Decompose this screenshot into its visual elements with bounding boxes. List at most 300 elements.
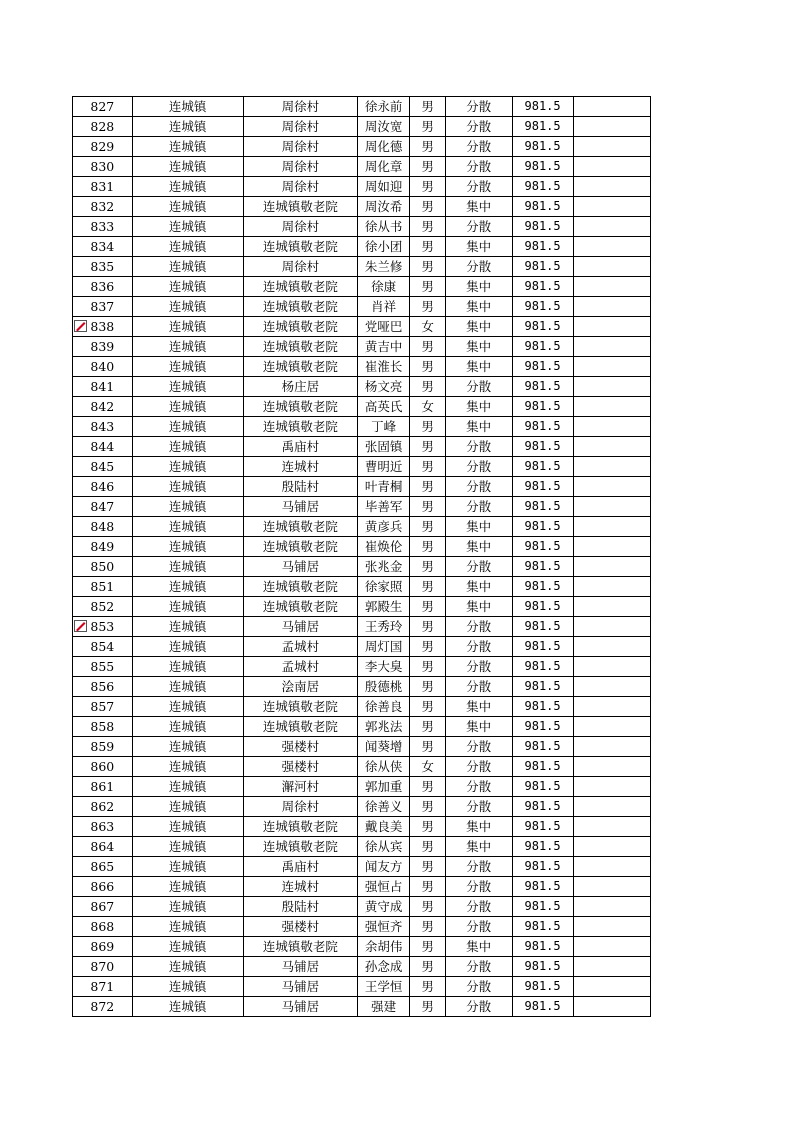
town-cell-text: 连城镇: [168, 559, 207, 574]
village-cell-text: 连城镇敬老院: [262, 819, 338, 834]
town-cell: [132, 837, 243, 857]
person-name-cell: [357, 457, 410, 477]
row-number-cell: [73, 937, 133, 957]
amount-cell-text: 981.5: [524, 959, 561, 973]
gender-cell-text: 男: [421, 599, 434, 614]
row-number-cell: [73, 597, 133, 617]
support-type-cell: [445, 617, 512, 637]
row-number-cell-text: 833: [90, 219, 115, 234]
amount-cell-text: 981.5: [524, 499, 561, 513]
town-cell: [132, 757, 243, 777]
village-cell-text: 连城镇敬老院: [262, 599, 338, 614]
amount-cell: [512, 237, 574, 257]
gender-cell-text: 男: [421, 659, 434, 674]
town-cell-text: 连城镇: [168, 679, 207, 694]
village-cell-text: 周徐村: [281, 99, 320, 114]
amount-cell-text: 981.5: [524, 659, 561, 673]
village-cell-text: 马铺居: [281, 619, 320, 634]
amount-cell: [512, 737, 574, 757]
person-name-cell-text: 徐善义: [364, 799, 403, 814]
row-number-cell-text: 846: [90, 479, 115, 494]
town-cell: [132, 577, 243, 597]
gender-cell-text: 男: [421, 959, 434, 974]
village-cell-text: 澥河村: [281, 779, 320, 794]
gender-cell: [410, 697, 445, 717]
gender-cell: [410, 477, 445, 497]
table-row: [73, 857, 651, 877]
remark-cell: [574, 177, 651, 197]
remark-cell: [574, 817, 651, 837]
person-name-cell-text: 徐永前: [364, 99, 403, 114]
town-cell: [132, 677, 243, 697]
table-row: [73, 537, 651, 557]
row-number-cell: [73, 357, 133, 377]
village-cell-text: 马铺居: [281, 559, 320, 574]
village-cell-text: 周徐村: [281, 179, 320, 194]
town-cell-text: 连城镇: [168, 539, 207, 554]
town-cell-text: 连城镇: [168, 139, 207, 154]
support-type-cell: [445, 737, 512, 757]
gender-cell: [410, 357, 445, 377]
remark-cell: [574, 977, 651, 997]
support-type-cell: [445, 137, 512, 157]
town-cell: [132, 977, 243, 997]
remark-cell: [574, 697, 651, 717]
gender-cell: [410, 837, 445, 857]
person-name-cell-text: 周汝希: [364, 199, 403, 214]
row-number-cell-text: 862: [90, 799, 115, 814]
comment-indicator-icon[interactable]: [74, 320, 87, 332]
remark-cell: [574, 377, 651, 397]
gender-cell-text: 男: [421, 199, 434, 214]
amount-cell: [512, 797, 574, 817]
gender-cell: [410, 597, 445, 617]
comment-indicator-icon[interactable]: [74, 620, 87, 632]
row-number-cell: [73, 97, 133, 117]
table-row: [73, 937, 651, 957]
village-cell-text: 连城镇敬老院: [262, 319, 338, 334]
remark-cell: [574, 397, 651, 417]
village-cell-text: 连城镇敬老院: [262, 359, 338, 374]
person-name-cell-text: 崔焕伦: [364, 539, 403, 554]
row-number-cell: [73, 237, 133, 257]
village-cell: [243, 397, 357, 417]
amount-cell: [512, 557, 574, 577]
support-type-cell: [445, 477, 512, 497]
support-type-cell: [445, 457, 512, 477]
support-type-cell: [445, 797, 512, 817]
row-number-cell-text: 850: [90, 559, 115, 574]
town-cell-text: 连城镇: [168, 179, 207, 194]
person-name-cell: [357, 817, 410, 837]
row-number-cell: [73, 857, 133, 877]
amount-cell-text: 981.5: [524, 399, 561, 413]
town-cell-text: 连城镇: [168, 339, 207, 354]
amount-cell-text: 981.5: [524, 919, 561, 933]
village-cell: [243, 137, 357, 157]
remark-cell: [574, 477, 651, 497]
gender-cell: [410, 337, 445, 357]
gender-cell-text: 男: [421, 219, 434, 234]
table-row: [73, 897, 651, 917]
remark-cell: [574, 517, 651, 537]
gender-cell-text: 男: [421, 419, 434, 434]
amount-cell: [512, 777, 574, 797]
amount-cell-text: 981.5: [524, 219, 561, 233]
support-type-cell: [445, 337, 512, 357]
town-cell-text: 连城镇: [168, 799, 207, 814]
support-type-cell: [445, 357, 512, 377]
person-name-cell-text: 曹明近: [364, 459, 403, 474]
gender-cell-text: 男: [421, 979, 434, 994]
person-name-cell: [357, 277, 410, 297]
amount-cell: [512, 277, 574, 297]
row-number-cell: [73, 577, 133, 597]
amount-cell-text: 981.5: [524, 359, 561, 373]
table-row: [73, 97, 651, 117]
remark-cell: [574, 657, 651, 677]
table-row: [73, 437, 651, 457]
amount-cell: [512, 357, 574, 377]
village-cell: [243, 577, 357, 597]
person-name-cell: [357, 237, 410, 257]
person-name-cell-text: 党哑巴: [364, 319, 403, 334]
amount-cell-text: 981.5: [524, 159, 561, 173]
gender-cell: [410, 417, 445, 437]
town-cell-text: 连城镇: [168, 699, 207, 714]
row-number-cell: [73, 377, 133, 397]
amount-cell-text: 981.5: [524, 299, 561, 313]
table-row: [73, 197, 651, 217]
gender-cell: [410, 957, 445, 977]
person-name-cell-text: 王学恒: [364, 979, 403, 994]
person-name-cell: [357, 577, 410, 597]
village-cell: [243, 257, 357, 277]
village-cell: [243, 317, 357, 337]
village-cell: [243, 557, 357, 577]
support-type-cell: [445, 517, 512, 537]
row-number-cell: [73, 677, 133, 697]
amount-cell-text: 981.5: [524, 879, 561, 893]
table-row: [73, 977, 651, 997]
gender-cell-text: 男: [421, 379, 434, 394]
village-cell: [243, 637, 357, 657]
support-type-cell: [445, 717, 512, 737]
remark-cell: [574, 337, 651, 357]
village-cell-text: 连城镇敬老院: [262, 699, 338, 714]
person-name-cell-text: 王秀玲: [364, 619, 403, 634]
person-name-cell: [357, 257, 410, 277]
row-number-cell-text: 857: [90, 699, 115, 714]
village-cell-text: 杨庄居: [281, 379, 320, 394]
amount-cell: [512, 637, 574, 657]
person-name-cell-text: 杨文亮: [364, 379, 403, 394]
person-name-cell-text: 徐康: [371, 279, 397, 294]
support-type-cell-text: 集中: [466, 279, 492, 294]
gender-cell-text: 男: [421, 679, 434, 694]
gender-cell-text: 男: [421, 159, 434, 174]
support-type-cell-text: 分散: [466, 859, 492, 874]
village-cell-text: 禹庙村: [281, 859, 320, 874]
amount-cell: [512, 677, 574, 697]
town-cell-text: 连城镇: [168, 639, 207, 654]
gender-cell: [410, 497, 445, 517]
row-number-cell: [73, 897, 133, 917]
support-type-cell: [445, 857, 512, 877]
remark-cell: [574, 637, 651, 657]
row-number-cell: [73, 837, 133, 857]
row-number-cell: [73, 177, 133, 197]
row-number-cell-text: 858: [90, 719, 115, 734]
amount-cell: [512, 317, 574, 337]
gender-cell: [410, 797, 445, 817]
amount-cell: [512, 537, 574, 557]
row-number-cell-text: 868: [90, 919, 115, 934]
village-cell: [243, 417, 357, 437]
support-type-cell: [445, 417, 512, 437]
gender-cell: [410, 137, 445, 157]
gender-cell-text: 男: [421, 839, 434, 854]
town-cell-text: 连城镇: [168, 459, 207, 474]
support-type-cell-text: 集中: [466, 599, 492, 614]
village-cell-text: 周徐村: [281, 799, 320, 814]
row-number-cell-text: 870: [90, 959, 115, 974]
town-cell-text: 连城镇: [168, 199, 207, 214]
support-type-cell: [445, 577, 512, 597]
table-row: [73, 957, 651, 977]
town-cell: [132, 737, 243, 757]
row-number-cell-text: 845: [90, 459, 115, 474]
support-type-cell: [445, 817, 512, 837]
support-type-cell-text: 集中: [466, 299, 492, 314]
row-number-cell-text: 852: [90, 599, 115, 614]
support-type-cell: [445, 677, 512, 697]
person-name-cell-text: 周汝宽: [364, 119, 403, 134]
remark-cell: [574, 97, 651, 117]
table-row: [73, 877, 651, 897]
town-cell: [132, 877, 243, 897]
person-name-cell: [357, 357, 410, 377]
row-number-cell: [73, 397, 133, 417]
row-number-cell: [73, 157, 133, 177]
amount-cell: [512, 337, 574, 357]
amount-cell: [512, 877, 574, 897]
village-cell-text: 连城镇敬老院: [262, 199, 338, 214]
village-cell-text: 连城镇敬老院: [262, 419, 338, 434]
support-type-cell: [445, 937, 512, 957]
town-cell-text: 连城镇: [168, 159, 207, 174]
town-cell-text: 连城镇: [168, 299, 207, 314]
town-cell: [132, 157, 243, 177]
person-name-cell-text: 徐善良: [364, 699, 403, 714]
support-type-cell: [445, 917, 512, 937]
person-name-cell-text: 余胡伟: [364, 939, 403, 954]
table-row: [73, 497, 651, 517]
amount-cell-text: 981.5: [524, 279, 561, 293]
town-cell: [132, 477, 243, 497]
amount-cell-text: 981.5: [524, 579, 561, 593]
town-cell: [132, 137, 243, 157]
amount-cell: [512, 817, 574, 837]
person-name-cell-text: 徐从侠: [364, 759, 403, 774]
town-cell-text: 连城镇: [168, 859, 207, 874]
amount-cell: [512, 657, 574, 677]
support-type-cell: [445, 757, 512, 777]
support-type-cell-text: 分散: [466, 659, 492, 674]
table-row: [73, 837, 651, 857]
table-row: [73, 997, 651, 1017]
person-name-cell: [357, 337, 410, 357]
support-type-cell-text: 分散: [466, 479, 492, 494]
table-body: [73, 97, 651, 1017]
person-name-cell: [357, 497, 410, 517]
person-name-cell: [357, 997, 410, 1017]
remark-cell: [574, 157, 651, 177]
support-type-cell-text: 集中: [466, 319, 492, 334]
row-number-cell-text: 844: [90, 439, 115, 454]
row-number-cell: [73, 757, 133, 777]
remark-cell: [574, 677, 651, 697]
town-cell: [132, 937, 243, 957]
amount-cell-text: 981.5: [524, 539, 561, 553]
amount-cell-text: 981.5: [524, 119, 561, 133]
person-name-cell-text: 戴良美: [364, 819, 403, 834]
row-number-cell-text: 847: [90, 499, 115, 514]
town-cell: [132, 437, 243, 457]
row-number-cell: [73, 817, 133, 837]
remark-cell: [574, 957, 651, 977]
gender-cell-text: 男: [421, 439, 434, 454]
amount-cell-text: 981.5: [524, 979, 561, 993]
gender-cell: [410, 157, 445, 177]
support-type-cell: [445, 837, 512, 857]
person-name-cell: [357, 837, 410, 857]
amount-cell: [512, 497, 574, 517]
town-cell-text: 连城镇: [168, 599, 207, 614]
remark-cell: [574, 937, 651, 957]
remark-cell: [574, 897, 651, 917]
amount-cell: [512, 697, 574, 717]
town-cell-text: 连城镇: [168, 899, 207, 914]
village-cell: [243, 537, 357, 557]
table-row: [73, 637, 651, 657]
village-cell-text: 马铺居: [281, 979, 320, 994]
amount-cell-text: 981.5: [524, 519, 561, 533]
person-name-cell-text: 崔淮长: [364, 359, 403, 374]
remark-cell: [574, 297, 651, 317]
row-number-cell-text: 869: [90, 939, 115, 954]
amount-cell: [512, 957, 574, 977]
person-name-cell-text: 周如迎: [364, 179, 403, 194]
person-name-cell: [357, 677, 410, 697]
town-cell: [132, 957, 243, 977]
gender-cell-text: 男: [421, 619, 434, 634]
gender-cell: [410, 297, 445, 317]
amount-cell-text: 981.5: [524, 239, 561, 253]
amount-cell-text: 981.5: [524, 699, 561, 713]
remark-cell: [574, 317, 651, 337]
row-number-cell-text: 837: [90, 299, 115, 314]
person-name-cell: [357, 137, 410, 157]
town-cell-text: 连城镇: [168, 819, 207, 834]
village-cell: [243, 677, 357, 697]
town-cell: [132, 457, 243, 477]
gender-cell-text: 女: [421, 759, 434, 774]
support-type-cell-text: 集中: [466, 939, 492, 954]
gender-cell-text: 男: [421, 499, 434, 514]
person-name-cell: [357, 937, 410, 957]
village-cell: [243, 517, 357, 537]
gender-cell-text: 女: [421, 399, 434, 414]
town-cell-text: 连城镇: [168, 219, 207, 234]
amount-cell: [512, 857, 574, 877]
gender-cell: [410, 917, 445, 937]
support-type-cell-text: 分散: [466, 219, 492, 234]
support-type-cell: [445, 977, 512, 997]
gender-cell: [410, 817, 445, 837]
row-number-cell-text: 860: [90, 759, 115, 774]
remark-cell: [574, 577, 651, 597]
amount-cell: [512, 197, 574, 217]
row-number-cell-text: 841: [90, 379, 115, 394]
row-number-cell-text: 864: [90, 839, 115, 854]
gender-cell: [410, 677, 445, 697]
person-name-cell: [357, 557, 410, 577]
gender-cell-text: 男: [421, 339, 434, 354]
village-cell: [243, 997, 357, 1017]
town-cell: [132, 537, 243, 557]
support-type-cell-text: 分散: [466, 99, 492, 114]
person-name-cell-text: 张兆金: [364, 559, 403, 574]
support-type-cell: [445, 997, 512, 1017]
gender-cell-text: 男: [421, 859, 434, 874]
table-row: [73, 177, 651, 197]
amount-cell: [512, 177, 574, 197]
amount-cell: [512, 97, 574, 117]
person-name-cell: [357, 957, 410, 977]
town-cell: [132, 857, 243, 877]
row-number-cell: [73, 737, 133, 757]
person-name-cell-text: 徐从书: [364, 219, 403, 234]
support-type-cell: [445, 237, 512, 257]
remark-cell: [574, 997, 651, 1017]
gender-cell-text: 男: [421, 559, 434, 574]
amount-cell-text: 981.5: [524, 339, 561, 353]
support-type-cell-text: 分散: [466, 799, 492, 814]
amount-cell-text: 981.5: [524, 679, 561, 693]
support-type-cell-text: 集中: [466, 699, 492, 714]
support-type-cell-text: 分散: [466, 379, 492, 394]
person-name-cell: [357, 157, 410, 177]
support-type-cell: [445, 697, 512, 717]
table-row: [73, 597, 651, 617]
amount-cell: [512, 517, 574, 537]
town-cell: [132, 997, 243, 1017]
person-name-cell-text: 高英氏: [364, 399, 403, 414]
person-name-cell: [357, 637, 410, 657]
row-number-cell: [73, 317, 133, 337]
row-number-cell-text: 854: [90, 639, 115, 654]
support-type-cell-text: 分散: [466, 139, 492, 154]
person-name-cell: [357, 317, 410, 337]
person-name-cell: [357, 877, 410, 897]
row-number-cell: [73, 257, 133, 277]
town-cell: [132, 377, 243, 397]
town-cell-text: 连城镇: [168, 279, 207, 294]
village-cell-text: 连城镇敬老院: [262, 579, 338, 594]
support-type-cell-text: 分散: [466, 459, 492, 474]
remark-cell: [574, 617, 651, 637]
